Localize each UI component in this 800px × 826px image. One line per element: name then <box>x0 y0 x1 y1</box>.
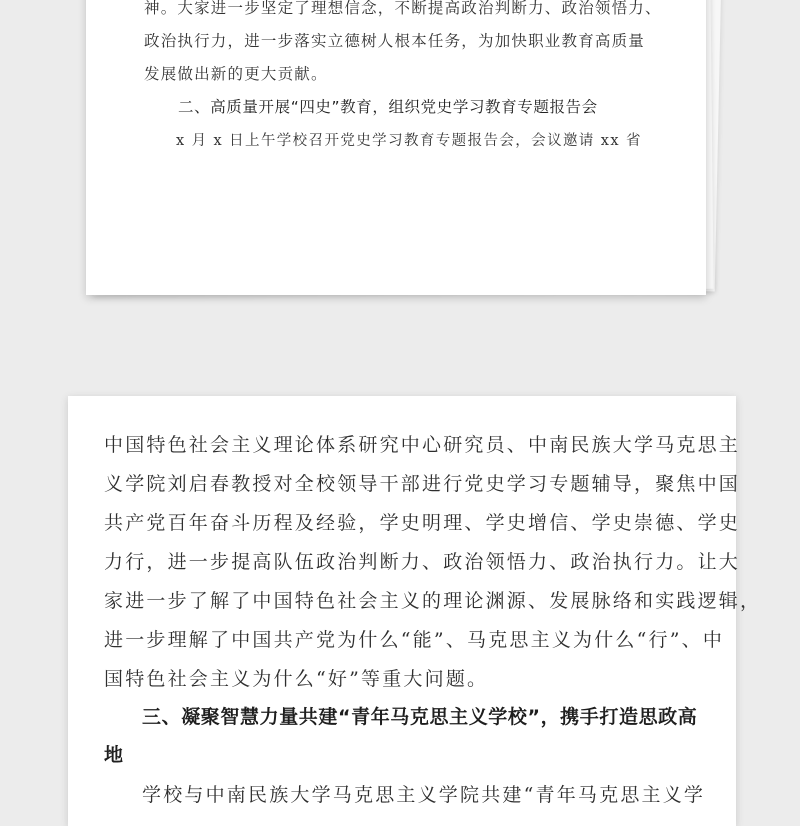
section-heading: 三、凝聚智慧力量共建“青年马克思主义学校”，携手打造思政高 <box>142 706 698 728</box>
paragraph-line: x 月 x 日上午学校召开党史学习教育专题报告会，会议邀请 xx 省 <box>176 133 642 149</box>
bottom-document-page <box>68 396 762 826</box>
paragraph-line: 政治执行力，进一步落实立德树人根本任务，为加快职业教育高质量 <box>144 32 646 50</box>
paragraph-line: 力行，进一步提高队伍政治判断力、政治领悟力、政治执行力。让大 <box>104 551 741 573</box>
paragraph-line: 学校与中南民族大学马克思主义学院共建“青年马克思主义学 <box>142 784 706 806</box>
paragraph-line: 家进一步了解了中国特色社会主义的理论渊源、发展脉络和实践逻辑， <box>104 590 762 612</box>
top-document-page <box>86 0 706 295</box>
paragraph-line: 神。大家进一步坚定了理想信念，不断提高政治判断力、政治领悟力、 <box>144 0 662 17</box>
paragraph-line: 义学院刘启春教授对全校领导干部进行党史学习专题辅导，聚焦中国 <box>104 473 741 495</box>
section-heading: 二、高质量开展“四史”教育，组织党史学习教育专题报告会 <box>178 98 598 116</box>
paragraph-line: 共产党百年奋斗历程及经验，学史明理、学史增信、学史崇德、学史 <box>104 512 741 534</box>
paragraph-line: 国特色社会主义为什么“好”等重大问题。 <box>104 668 489 690</box>
paragraph-line: 中国特色社会主义理论体系研究中心研究员、中南民族大学马克思主 <box>104 434 741 456</box>
section-heading-continued: 地 <box>104 744 124 766</box>
paragraph-line: 进一步理解了中国共产党为什么“能”、马克思主义为什么“行”、中 <box>104 629 725 651</box>
paragraph-line: 发展做出新的更大贡献。 <box>144 65 328 83</box>
